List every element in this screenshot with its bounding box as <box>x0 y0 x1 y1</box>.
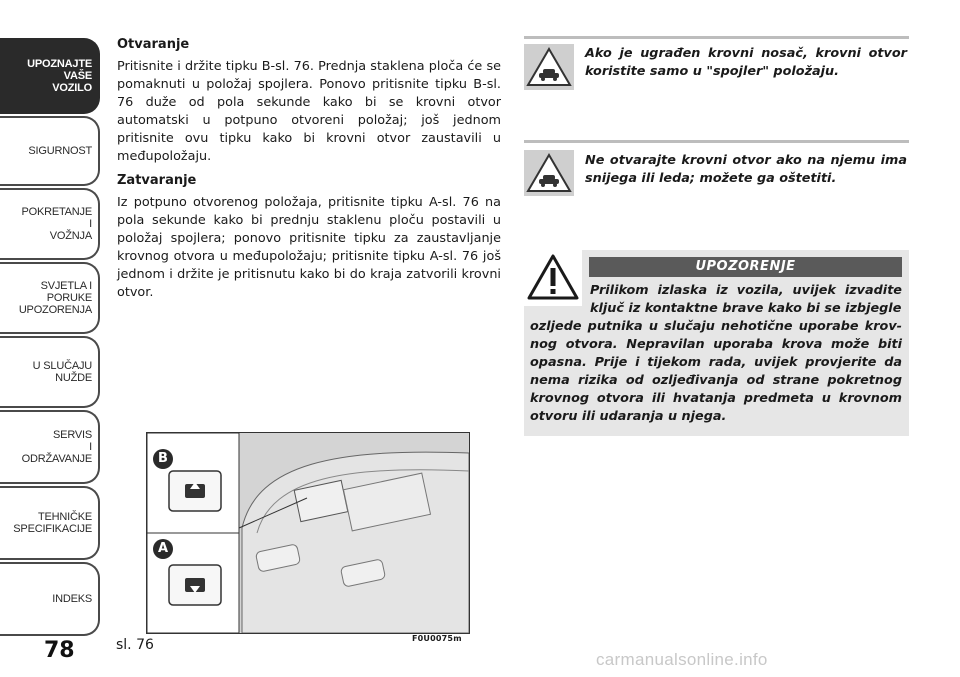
tab-label-line: PORUKE <box>46 292 92 304</box>
tab-sigurnost[interactable] <box>0 116 100 186</box>
tab-label-line: TEHNIČKE <box>37 511 92 523</box>
tab-u-slucaju-nuzde[interactable] <box>0 336 100 408</box>
tab-pokretanje-i-voznja[interactable] <box>0 188 100 260</box>
figure-code: F0U0075m <box>412 634 462 643</box>
tab-servis-i-odrzavanje[interactable] <box>0 410 100 484</box>
section-text-zatvaranje: Iz potpuno otvorenog položaja, pritisnite tipku A-sl. 76 na pola sekunde kako bi prednju staklenu ploču postavili u položaj spojlera; ponovo pritisnite tipku za zaustavljanje krovnog otvora u međupoložaju; pritisnite tipku A-sl. 76 još jednom i držite je pritisnutu kako bi do kraja zatvorili krovni otvor. <box>117 195 501 300</box>
callout-a: A <box>153 539 173 559</box>
tab-label-line: NUŽDE <box>55 372 92 384</box>
watermark: carmanualsonline.info <box>596 650 768 669</box>
tab-label-line: VOZILO <box>52 82 92 94</box>
callout-b: B <box>153 449 173 469</box>
figure-caption: sl. 76 <box>116 637 154 653</box>
figure-sl-76 <box>146 432 470 634</box>
warning-note-1: Ako je ugrađen krovni nosač, krovni otvor koristite samo u "spojler" položaju. <box>585 46 907 79</box>
tab-label-line: I <box>89 218 92 230</box>
warning-box-text <box>530 282 902 426</box>
tab-label-line: VOŽNJA <box>49 230 92 242</box>
tab-label-line: SPECIFIKACIJE <box>13 523 92 535</box>
tab-label-line: U SLUČAJU <box>32 360 92 372</box>
divider-rule <box>524 36 909 39</box>
tab-label-line: UPOZNAJTE <box>27 58 92 70</box>
divider-rule <box>524 140 909 143</box>
tab-label-line: SERVIS <box>53 429 92 441</box>
tab-upoznajte-vase-vozilo[interactable] <box>0 38 100 114</box>
tab-indeks[interactable] <box>0 562 100 636</box>
warning-triangle-icon <box>524 44 574 90</box>
tab-svjetla-i-poruke-upozorenja[interactable] <box>0 262 100 334</box>
tab-label-line: VAŠE <box>63 70 92 82</box>
tab-label-line: SIGURNOST <box>28 145 92 157</box>
main-text-column <box>117 36 501 308</box>
warning-note-2: Ne otvarajte krovni otvor ako na njemu ima snijega ili leda; možete ga oštetiti. <box>585 153 907 186</box>
page-number: 78 <box>44 638 75 663</box>
tab-tehnicke-specifikacije[interactable] <box>0 486 100 560</box>
warning-box-title: UPOZORENJE <box>589 257 902 277</box>
tab-label-line: ODRŽAVANJE <box>21 453 92 465</box>
tab-label-line: POKRETANJE <box>21 206 92 218</box>
section-text-otvaranje: Pritisnite i držite tipku B-sl. 76. Prednja staklena ploča će se pomaknuti u položaj spojlera. Ponovo pritisnite tipku B-sl. 76 duže od pola sekunde kako bi se krovni otvor automatski u potpuno otvoreni položaj; još jednom pritisnite ovu tipku kako bi krovni otvor zaustavili u međupoložaju. <box>117 59 501 164</box>
sunroof-switch-illustration <box>147 433 469 633</box>
tab-label-line: SVJETLA I <box>40 280 92 292</box>
tab-label-line: UPOZORENJA <box>18 304 92 316</box>
warning-triangle-icon <box>524 150 574 196</box>
warning-box-text-rest: ozljede putnika u slučaju nehotične uporabe krov-nog otvora. Nepravilan uporaba krova može biti opasna. Prije i tijekom rada, uvijek provjerite da nema rizika od ozljeđivanja od strane pokretnog krovnog otvora ili hvatanja predmeta u krovnom otvoru ili udaranja u njega. <box>530 319 902 424</box>
tab-label-line: I <box>89 441 92 453</box>
section-title-otvaranje: Otvaranje <box>117 37 190 52</box>
section-title-zatvaranje: Zatvaranje <box>117 173 197 188</box>
tab-label-line: INDEKS <box>52 593 92 605</box>
warning-box-text-lead: Prilikom izlaska iz vozila, uvijek izvadite ključ iz kontaktne brave kako bi se izbjegle <box>590 283 902 316</box>
